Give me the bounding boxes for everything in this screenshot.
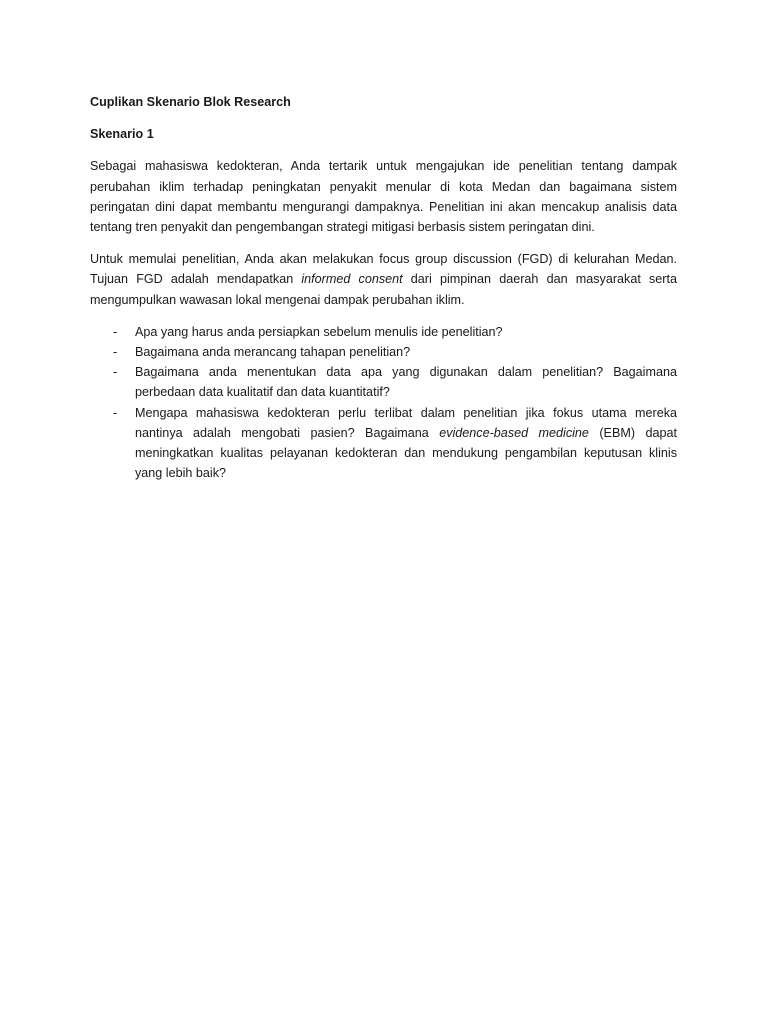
paragraph-2-text-1: Untuk memulai penelitian, Anda akan melakukan focus group discussion (FGD) di kelurahan Medan. Tujuan FGD adalah mendapatkan: [90, 252, 677, 287]
paragraph-2-text-2: dari pimpinan daerah dan masyarakat serta mengumpulkan wawasan lokal mengenai dampak perubahan iklim.: [90, 272, 677, 307]
dash-bullet: -: [113, 405, 118, 420]
dash-bullet: -: [113, 365, 118, 380]
question-text: Bagaimana anda menentukan data apa yang digunakan dalam penelitian? Bagaimana perbedaan data kualitatif dan data kuantitatif?: [135, 365, 677, 400]
question-text-part-2: (EBM) dapat meningkatkan kualitas pelayanan kedokteran dan mendukung pengambilan keputusan klinis yang lebih baik?: [135, 425, 677, 481]
dash-bullet: -: [113, 345, 118, 360]
scenario-paragraph-2: [90, 249, 677, 310]
question-item-1: [90, 322, 677, 342]
question-list: [90, 322, 677, 484]
section-title: Skenario 1: [90, 127, 154, 142]
question-text: Bagaimana anda merancang tahapan penelitian?: [135, 345, 411, 360]
question-text-part-1: Mengapa mahasiswa kedokteran perlu terlibat dalam penelitian jika fokus utama mereka nantinya adalah mengobati pasien? Bagaimana: [135, 405, 677, 440]
document-title: Cuplikan Skenario Blok Research: [90, 95, 291, 109]
ebm-term: evidence-based medicine: [439, 425, 589, 440]
question-item-2: [90, 342, 677, 362]
scenario-paragraph-1: Sebagai mahasiswa kedokteran, Anda tertarik untuk mengajukan ide penelitian tentang dampak perubahan iklim terhadap peningkatan penyakit menular di kota Medan dan bagaimana sistem peringatan dini dapat membantu mengurangi dampaknya. Penelitian ini akan mencakup analisis data tentang tren penyakit dan pengembangan strategi mitigasi berbasis sistem peringatan dini.: [90, 159, 677, 235]
informed-consent-term: informed consent: [301, 272, 403, 287]
document-page: [90, 92, 677, 483]
question-item-3: [90, 362, 677, 402]
question-item-4: [90, 403, 677, 484]
question-text: Apa yang harus anda persiapkan sebelum menulis ide penelitian?: [135, 324, 503, 339]
dash-bullet: -: [113, 324, 118, 339]
